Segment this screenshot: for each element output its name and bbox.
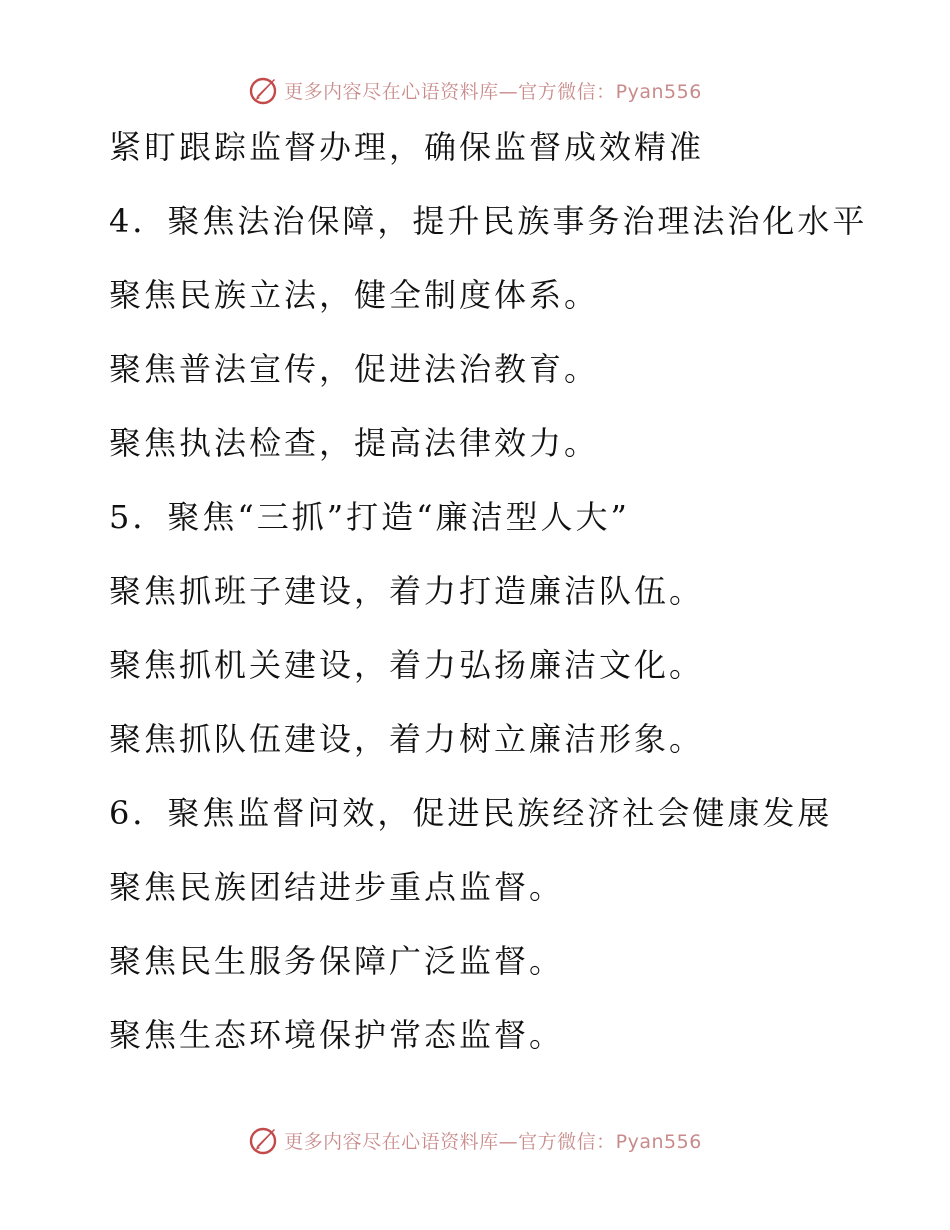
text-line: 聚焦执法检查，提高法律效力。 [109,424,600,462]
text-line: 紧盯跟踪监督办理，确保监督成效精准 [109,128,705,166]
text-line: 聚焦抓机关建设，着力弘扬廉洁文化。 [109,646,705,684]
text-line: 聚焦普法宣传，促进法治教育。 [109,350,600,388]
text-line: 聚焦抓班子建设，着力打造廉洁队伍。 [109,572,705,610]
pen-logo-icon [248,74,280,106]
text-line: 聚焦民生服务保障广泛监督。 [109,942,565,980]
watermark-text: 更多内容尽在心语资料库—官方微信：Pyan556 [284,80,702,103]
header-watermark [0,70,950,110]
section-heading: 6．聚焦监督问效，促进民族经济社会健康发展 [109,794,833,832]
pen-logo-icon [248,1124,280,1156]
document-body [109,118,929,1080]
text-line: 聚焦抓队伍建设，着力树立廉洁形象。 [109,720,705,758]
section-heading: 4．聚焦法治保障，提升民族事务治理法治化水平 [109,202,868,240]
text-line: 聚焦民族立法，健全制度体系。 [109,276,600,314]
section-heading: 5．聚焦“三抓”打造“廉洁型人大” [109,498,630,536]
text-line: 聚焦生态环境保护常态监督。 [109,1016,565,1054]
footer-watermark [0,1120,950,1160]
watermark-text: 更多内容尽在心语资料库—官方微信：Pyan556 [284,1130,702,1153]
text-line: 聚焦民族团结进步重点监督。 [109,868,565,906]
